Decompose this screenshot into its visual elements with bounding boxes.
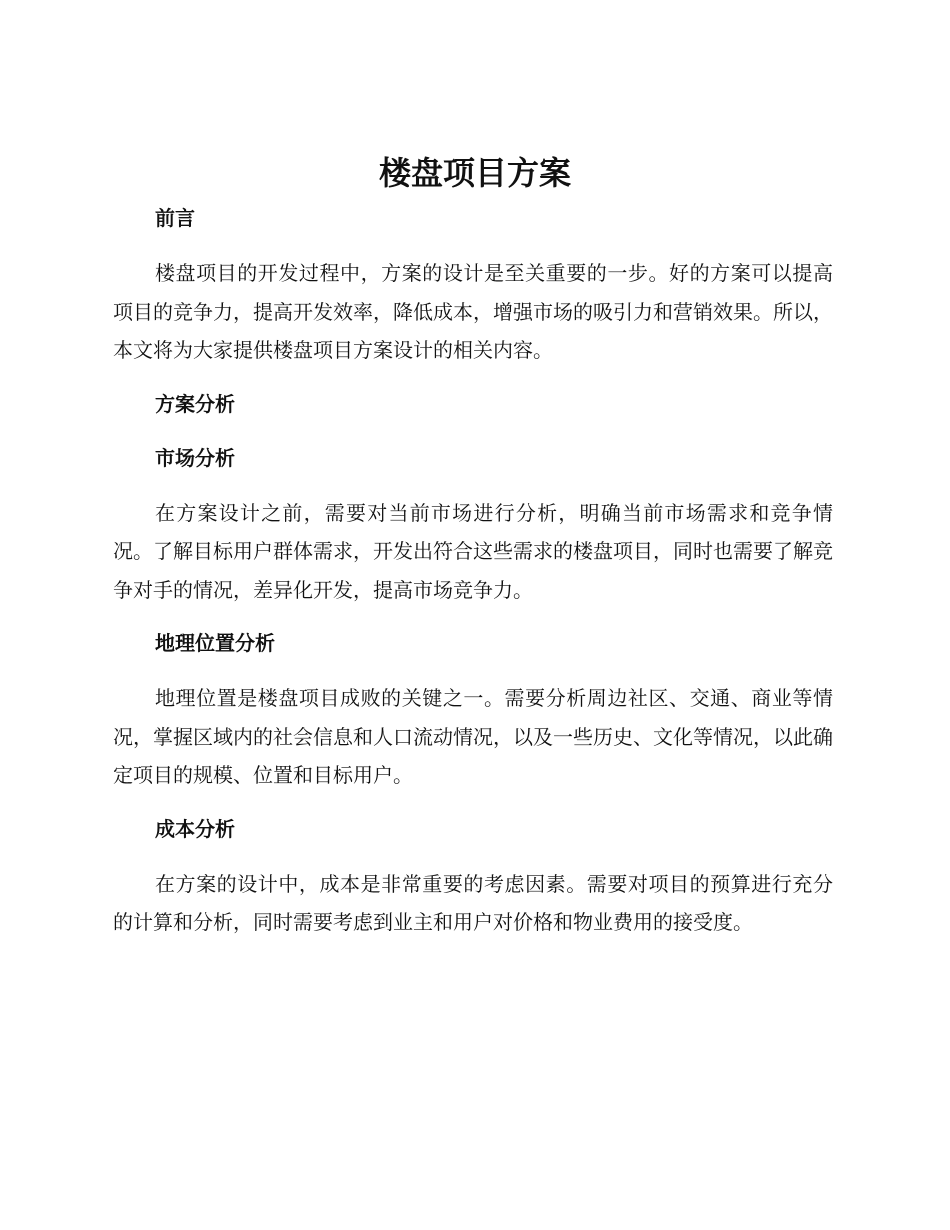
section-heading-cost-analysis: 成本分析 [155, 816, 235, 841]
section-heading-plan-analysis: 方案分析 [155, 391, 235, 416]
section-heading-location-analysis: 地理位置分析 [155, 631, 275, 655]
paragraph-preface: 楼盘项目的开发过程中，方案的设计是至关重要的一步。好的方案可以提高项目的竞争力，提高开发效率，降低成本，增强市场的吸引力和营销效果。所以，本文将为大家提供楼盘项目方案设计的相关内容。 [113, 261, 833, 362]
document-body [113, 202, 833, 942]
section-heading-market-analysis: 市场分析 [155, 445, 235, 470]
document-title: 楼盘项目方案 [378, 154, 571, 192]
paragraph-location-analysis: 地理位置是楼盘项目成败的关键之一。需要分析周边社区、交通、商业等情况，掌握区域内的社会信息和人口流动情况，以及一些历史、文化等情况，以此确定项目的规模、位置和目标用户。 [113, 686, 833, 787]
section-heading-preface: 前言 [155, 206, 195, 230]
paragraph-cost-analysis: 在方案的设计中，成本是非常重要的考虑因素。需要对项目的预算进行充分的计算和分析，同时需要考虑到业主和用户对价格和物业费用的接受度。 [113, 871, 833, 934]
paragraph-market-analysis: 在方案设计之前，需要对当前市场进行分析，明确当前市场需求和竞争情况。了解目标用户群体需求，开发出符合这些需求的楼盘项目，同时也需要了解竞争对手的情况，差异化开发，提高市场竞争力。 [113, 500, 833, 602]
